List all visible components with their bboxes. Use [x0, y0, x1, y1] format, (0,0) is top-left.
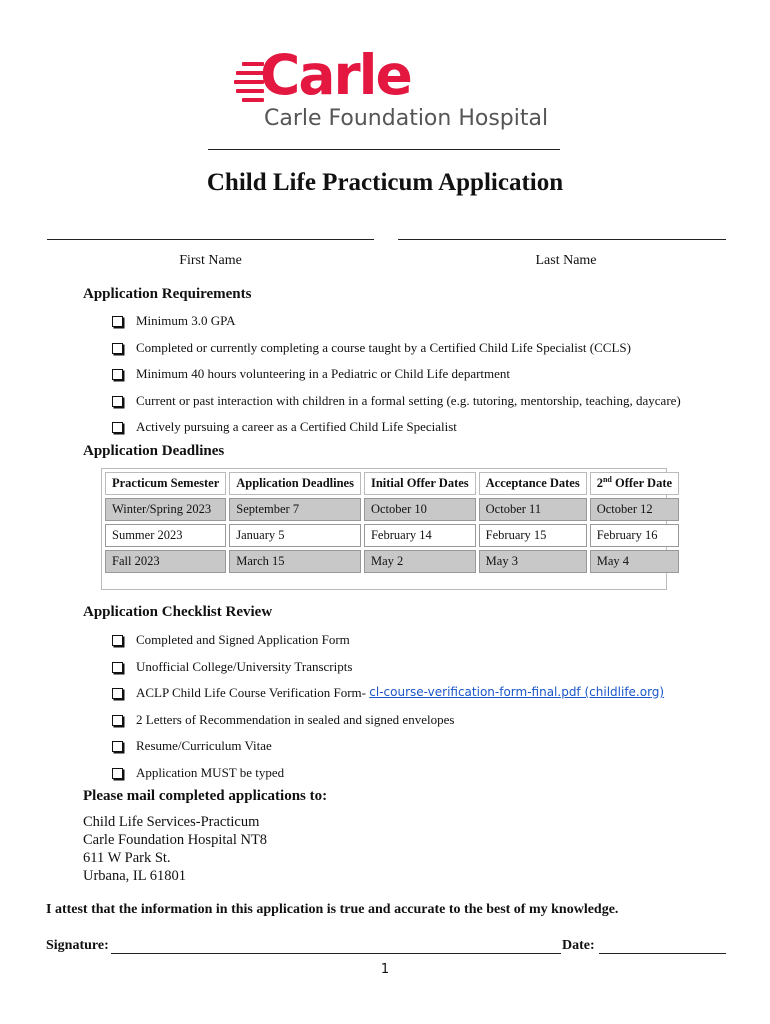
verification-form-link[interactable]: cl-course-verification-form-final.pdf (childlife.org): [369, 685, 665, 699]
logo-wordmark: Carle: [260, 43, 411, 107]
requirements-heading: Application Requirements: [83, 286, 252, 302]
address-line: Carle Foundation Hospital NT8: [83, 832, 268, 848]
table-cell: Winter/Spring 2023: [105, 498, 226, 521]
table-row: [105, 550, 679, 573]
table-cell: February 15: [479, 524, 587, 547]
column-header: 2nd Offer Date: [590, 472, 679, 495]
list-item: Minimum 3.0 GPA: [112, 313, 681, 340]
list-item: Actively pursuing a career as a Certified Child Life Specialist: [112, 419, 681, 446]
checkbox-icon: [112, 396, 123, 407]
checklist-list: [112, 632, 664, 791]
column-header: Practicum Semester: [105, 472, 226, 495]
requirements-list: [112, 313, 681, 446]
deadlines-heading: Application Deadlines: [83, 443, 225, 459]
table-cell: September 7: [229, 498, 361, 521]
checkbox-icon: [112, 316, 123, 327]
table-row: [105, 524, 679, 547]
column-header: Application Deadlines: [229, 472, 361, 495]
address-line: Urbana, IL 61801: [83, 868, 186, 884]
list-item: ACLP Child Life Course Verification Form- cl-course-verification-form-final.pdf (childlife.org): [112, 685, 664, 712]
signature-label: Signature:: [46, 938, 109, 953]
last-name-label: Last Name: [535, 253, 597, 268]
page-title: Child Life Practicum Application: [206, 169, 564, 196]
table-cell: February 16: [590, 524, 679, 547]
last-name-field[interactable]: [398, 239, 726, 240]
table-cell: May 4: [590, 550, 679, 573]
mailing-address: [83, 813, 267, 885]
checkbox-icon: [112, 741, 123, 752]
first-name-field[interactable]: [47, 239, 374, 240]
checkbox-icon: [112, 768, 123, 779]
logo-divider: [208, 149, 560, 150]
table-cell: May 2: [364, 550, 476, 573]
checkbox-icon: [112, 662, 123, 673]
signature-field[interactable]: [111, 953, 561, 954]
list-item: Completed or currently completing a course taught by a Certified Child Life Specialist (CCLS): [112, 340, 681, 367]
list-item: Current or past interaction with children in a formal setting (e.g. tutoring, mentorship, teaching, daycare): [112, 393, 681, 420]
table-cell: Summer 2023: [105, 524, 226, 547]
list-item: Application MUST be typed: [112, 765, 664, 792]
checklist-heading: Application Checklist Review: [83, 604, 273, 620]
date-label: Date:: [562, 938, 595, 953]
logo-subtitle: Carle Foundation Hospital: [264, 106, 549, 131]
table-cell: Fall 2023: [105, 550, 226, 573]
address-line: 611 W Park St.: [83, 850, 171, 866]
table-cell: May 3: [479, 550, 587, 573]
checkbox-icon: [112, 422, 123, 433]
column-header: Initial Offer Dates: [364, 472, 476, 495]
attestation-statement: I attest that the information in this application is true and accurate to the best of my knowledge.: [46, 902, 619, 917]
list-item: Unofficial College/University Transcripts: [112, 659, 664, 686]
checkbox-icon: [112, 688, 123, 699]
table-cell: March 15: [229, 550, 361, 573]
list-item: 2 Letters of Recommendation in sealed and signed envelopes: [112, 712, 664, 739]
table-cell: October 10: [364, 498, 476, 521]
list-item: Completed and Signed Application Form: [112, 632, 664, 659]
address-line: Child Life Services-Practicum: [83, 814, 260, 830]
table-cell: October 11: [479, 498, 587, 521]
table-cell: February 14: [364, 524, 476, 547]
first-name-label: First Name: [179, 253, 242, 268]
date-field[interactable]: [599, 953, 726, 954]
table-row: [105, 498, 679, 521]
checkbox-icon: [112, 369, 123, 380]
list-item: Resume/Curriculum Vitae: [112, 738, 664, 765]
column-header: Acceptance Dates: [479, 472, 587, 495]
checkbox-icon: [112, 715, 123, 726]
table-cell: January 5: [229, 524, 361, 547]
mail-heading: Please mail completed applications to:: [83, 788, 328, 804]
deadlines-table: [101, 468, 673, 590]
page-number: 1: [380, 962, 390, 977]
list-item: Minimum 40 hours volunteering in a Pediatric or Child Life department: [112, 366, 681, 393]
table-cell: October 12: [590, 498, 679, 521]
checkbox-icon: [112, 635, 123, 646]
checkbox-icon: [112, 343, 123, 354]
table-header-row: [105, 472, 679, 495]
